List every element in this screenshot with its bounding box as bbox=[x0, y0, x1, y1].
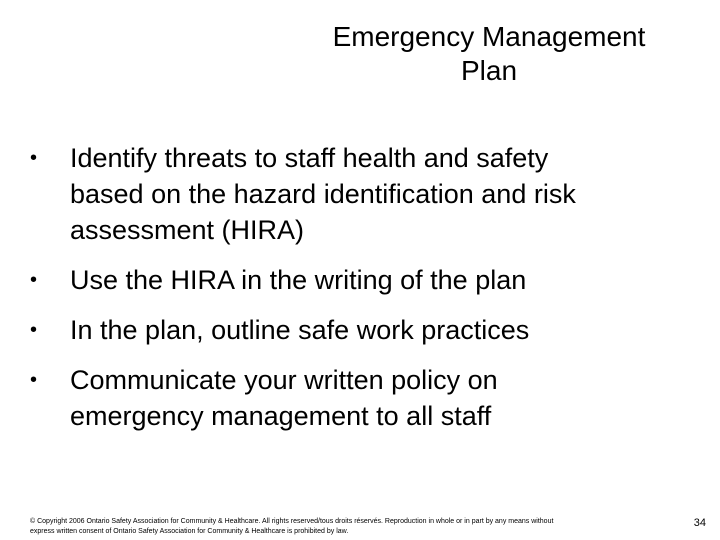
bullet-4-line-2: emergency management to all staff bbox=[70, 401, 492, 431]
bullet-2-line-1: Use the HIRA in the writing of the plan bbox=[70, 265, 527, 295]
bullet-item-use-hira bbox=[30, 262, 690, 298]
bullet-item-communicate-policy bbox=[30, 362, 690, 434]
bullet-item-identify-threats bbox=[30, 140, 690, 248]
title-line-1: Emergency Management bbox=[332, 21, 646, 52]
bullet-marker: • bbox=[30, 269, 38, 291]
bullet-1-line-3: assessment (HIRA) bbox=[70, 215, 305, 245]
bullet-4-line-1: Communicate your written policy on bbox=[70, 365, 498, 395]
bullet-list bbox=[30, 140, 690, 448]
copyright-line-1: © Copyright 2006 Ontario Safety Association for Community & Healthcare. All rights reserved/tous droits réservés. Reproduction in whole or in part by any means without bbox=[30, 518, 554, 525]
page-number: 34 bbox=[693, 517, 706, 529]
bullet-marker: • bbox=[30, 147, 38, 169]
bullet-1-line-1: Identify threats to staff health and safety bbox=[70, 143, 549, 173]
copyright-line-2: express written consent of Ontario Safety Association for Community & Healthcare is prohibited by law. bbox=[30, 528, 349, 535]
bullet-marker: • bbox=[30, 369, 38, 391]
bullet-1-line-2: based on the hazard identification and risk bbox=[70, 179, 576, 209]
title-line-2: Plan bbox=[460, 55, 518, 86]
copyright-notice bbox=[30, 517, 650, 537]
bullet-3-line-1: In the plan, outline safe work practices bbox=[70, 315, 530, 345]
bullet-item-safe-work-practices bbox=[30, 312, 690, 348]
slide-title bbox=[300, 20, 678, 88]
bullet-marker: • bbox=[30, 319, 38, 341]
